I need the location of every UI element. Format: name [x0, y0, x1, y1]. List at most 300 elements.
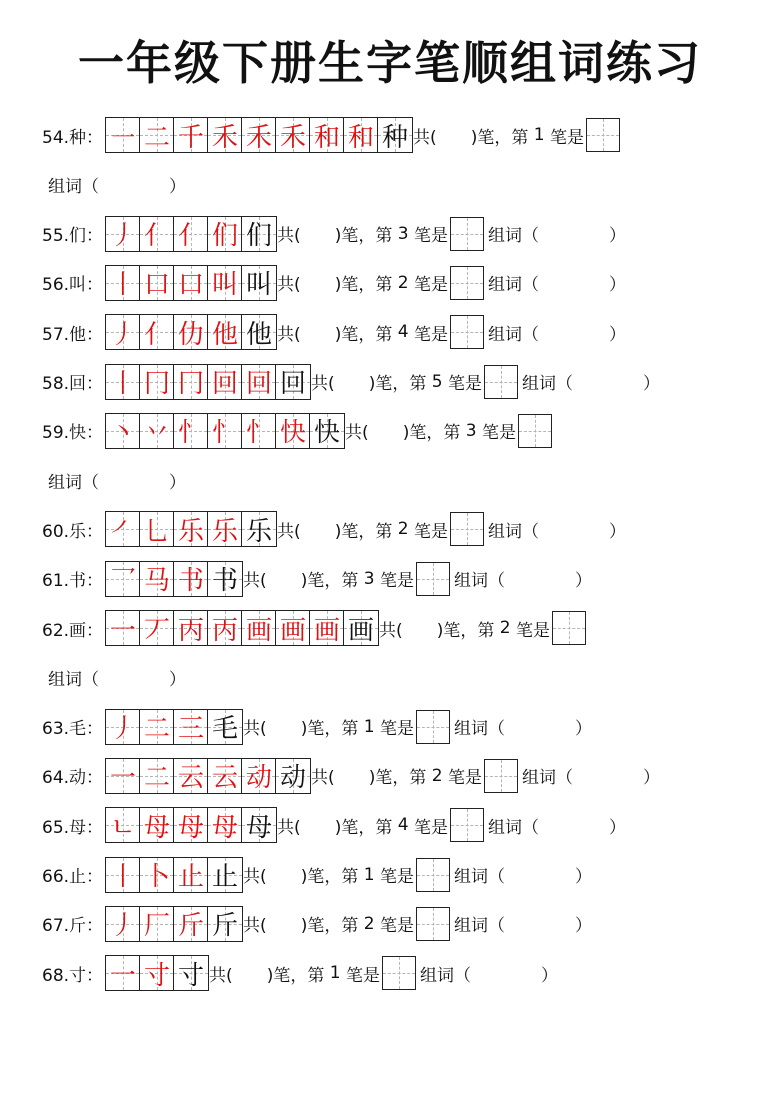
- stroke-step-cell: [242, 512, 276, 546]
- stroke-step-cell: [208, 365, 242, 399]
- stroke-step-glyph: ㄴ: [110, 812, 136, 843]
- stroke-step-cell: [208, 710, 242, 744]
- stroke-order-grid: [105, 955, 209, 991]
- stroke-step-cell: [208, 118, 242, 152]
- total-strokes-label: 共(: [277, 324, 301, 345]
- exercise-row: [42, 265, 626, 301]
- answer-box[interactable]: [484, 759, 518, 793]
- stroke-step-glyph: 口: [144, 270, 171, 300]
- stroke-step-glyph: 丷: [144, 418, 171, 448]
- stroke-step-cell: [140, 512, 174, 546]
- nth-stroke-number: 4: [392, 815, 414, 836]
- stroke-step-cell: [106, 611, 140, 645]
- word-group-label: 组词（: [453, 571, 505, 592]
- stroke-order-grid: [105, 216, 277, 252]
- nth-stroke-number: 2: [392, 272, 414, 293]
- stroke-step-glyph: ㇐: [110, 122, 137, 152]
- stroke-step-cell: [106, 956, 140, 990]
- stroke-step-glyph: 动: [246, 763, 273, 793]
- word-group-close: ）: [574, 867, 592, 887]
- exercise-row: [42, 364, 660, 400]
- stroke-step-cell: [208, 562, 242, 596]
- nth-stroke-number: 1: [528, 125, 550, 145]
- stroke-number-label: )笔，第: [334, 275, 393, 296]
- answer-box[interactable]: [450, 217, 484, 251]
- total-strokes-label: 共(: [243, 571, 267, 592]
- nth-stroke-number: 1: [324, 963, 346, 984]
- stroke-step-glyph: 母: [212, 812, 239, 843]
- stroke-step-cell: [106, 365, 140, 399]
- nth-stroke-label: 笔是: [413, 226, 448, 247]
- stroke-step-cell: [174, 512, 208, 546]
- stroke-step-glyph: 云: [212, 763, 239, 793]
- exercise-row: [42, 807, 626, 843]
- stroke-step-glyph: 毛: [212, 714, 239, 744]
- word-group-label: 组词（: [453, 916, 505, 937]
- total-strokes-label: 共(: [345, 423, 369, 444]
- page-title: 一年级下册生字笔顺组词练习: [78, 36, 702, 90]
- stroke-number-label: )笔，第: [368, 374, 427, 394]
- stroke-step-cell: [242, 759, 276, 793]
- stroke-step-cell: [310, 118, 344, 152]
- total-strokes-label: 共(: [209, 965, 233, 986]
- stroke-step-glyph: 亻: [144, 319, 171, 350]
- stroke-step-glyph: 卜: [144, 862, 171, 892]
- nth-stroke-label: 笔是: [413, 275, 448, 296]
- stroke-step-cell: [106, 710, 140, 744]
- nth-stroke-number: 2: [358, 913, 380, 934]
- stroke-step-cell: [106, 118, 140, 152]
- stroke-step-cell: [106, 512, 140, 546]
- total-strokes-label: 共(: [277, 521, 301, 542]
- stroke-step-cell: [310, 611, 344, 645]
- word-group-label: 组词（: [48, 472, 99, 493]
- answer-box[interactable]: [518, 414, 552, 448]
- stroke-step-cell: [276, 365, 310, 399]
- stroke-step-cell: [140, 315, 174, 349]
- stroke-step-glyph: 马: [144, 566, 171, 596]
- word-group-close: ）: [540, 965, 558, 986]
- stroke-step-glyph: 禾: [212, 122, 239, 152]
- stroke-step-glyph: 丶: [110, 418, 137, 448]
- word-group-label: 组词（: [487, 817, 539, 838]
- stroke-step-cell: [208, 808, 242, 842]
- stroke-step-cell: [174, 759, 208, 793]
- answer-box[interactable]: [586, 118, 620, 152]
- stroke-step-cell: [208, 217, 242, 251]
- stroke-step-cell: [276, 759, 310, 793]
- word-group-close: ）: [574, 719, 592, 740]
- stroke-step-cell: [242, 611, 276, 645]
- stroke-step-cell: [208, 907, 242, 941]
- stroke-step-cell: [208, 414, 242, 448]
- stroke-step-glyph: 母: [246, 812, 273, 843]
- stroke-step-cell: [140, 956, 174, 990]
- word-group-close: ）: [574, 916, 592, 937]
- exercise-row: [42, 117, 624, 153]
- nth-stroke-label: 笔是: [413, 521, 448, 542]
- stroke-step-cell: [140, 808, 174, 842]
- stroke-step-glyph: 和: [348, 122, 375, 152]
- nth-stroke-number: 5: [426, 371, 448, 392]
- stroke-step-cell: [344, 118, 378, 152]
- stroke-step-glyph: 亻: [144, 221, 171, 251]
- word-group-label: 组词（: [487, 226, 539, 247]
- stroke-step-glyph: 寸: [144, 960, 171, 991]
- stroke-step-glyph: 乐: [212, 516, 239, 547]
- stroke-step-glyph: 们: [246, 221, 273, 251]
- character-label: 61.书：: [42, 571, 104, 592]
- stroke-step-cell: [174, 710, 208, 744]
- stroke-step-glyph: 斤: [212, 911, 239, 941]
- stroke-step-glyph: 二: [144, 122, 171, 152]
- stroke-step-glyph: 乛: [110, 566, 137, 596]
- stroke-step-cell: [140, 759, 174, 793]
- stroke-step-cell: [106, 759, 140, 793]
- stroke-step-glyph: 丙: [178, 615, 205, 645]
- stroke-step-glyph: 云: [178, 763, 205, 793]
- stroke-step-glyph: 丨: [110, 270, 137, 300]
- stroke-step-cell: [174, 217, 208, 251]
- stroke-step-cell: [174, 118, 208, 152]
- word-group-label: 组词（: [453, 719, 505, 740]
- stroke-step-cell: [174, 907, 208, 941]
- stroke-step-cell: [106, 315, 140, 349]
- stroke-step-glyph: 丆: [144, 615, 171, 645]
- nth-stroke-label: 笔是: [515, 620, 550, 641]
- word-group-label: 组词（: [48, 176, 99, 197]
- stroke-step-cell: [174, 808, 208, 842]
- nth-stroke-label: 笔是: [379, 867, 414, 887]
- stroke-step-glyph: ㇒: [110, 516, 137, 547]
- character-label: 54.种：: [42, 127, 104, 148]
- stroke-order-grid: [105, 807, 277, 843]
- stroke-step-cell: [174, 414, 208, 448]
- exercise-row: [42, 758, 660, 794]
- stroke-step-glyph: 禾: [280, 122, 307, 152]
- stroke-step-glyph: 禾: [246, 122, 273, 152]
- stroke-step-glyph: 他: [212, 319, 239, 350]
- character-label: 60.乐：: [42, 521, 104, 542]
- stroke-order-grid: [105, 511, 277, 547]
- stroke-step-glyph: 母: [178, 812, 205, 843]
- word-group-label: 组词（: [487, 275, 539, 296]
- nth-stroke-number: 1: [358, 864, 380, 885]
- stroke-step-glyph: 叫: [212, 270, 239, 300]
- character-label: 64.动：: [42, 768, 104, 789]
- stroke-step-glyph: 忄: [178, 418, 205, 448]
- stroke-step-cell: [140, 611, 174, 645]
- stroke-order-grid: [105, 314, 277, 350]
- exercise-row: [42, 511, 626, 547]
- exercise-row: [42, 610, 590, 646]
- character-label: 67.斤：: [42, 916, 104, 937]
- stroke-step-cell: [174, 266, 208, 300]
- stroke-step-glyph: 二: [144, 763, 171, 793]
- stroke-step-cell: [140, 907, 174, 941]
- stroke-step-cell: [140, 858, 174, 892]
- total-strokes-label: 共(: [379, 620, 403, 641]
- stroke-step-cell: [106, 217, 140, 251]
- stroke-step-glyph: 他: [246, 319, 273, 350]
- answer-box[interactable]: [450, 315, 484, 349]
- stroke-step-cell: [174, 315, 208, 349]
- stroke-order-grid: [105, 117, 413, 153]
- stroke-number-label: )笔，第: [334, 817, 393, 838]
- stroke-step-cell: [208, 858, 242, 892]
- stroke-number-label: )笔，第: [266, 965, 325, 986]
- nth-stroke-label: 笔是: [379, 916, 414, 937]
- stroke-step-glyph: 母: [144, 812, 171, 843]
- stroke-step-cell: [242, 118, 276, 152]
- stroke-step-glyph: 丿: [110, 714, 137, 744]
- stroke-step-glyph: 寸: [178, 960, 205, 991]
- nth-stroke-number: 2: [426, 765, 448, 786]
- stroke-step-cell: [140, 562, 174, 596]
- character-label: 62.画：: [42, 620, 104, 641]
- stroke-step-cell: [242, 365, 276, 399]
- nth-stroke-number: 2: [392, 519, 414, 540]
- stroke-step-cell: [106, 562, 140, 596]
- stroke-step-glyph: 止: [178, 862, 205, 892]
- exercise-row: [42, 955, 558, 991]
- total-strokes-label: 共(: [413, 127, 437, 148]
- word-group-close: ）: [608, 275, 626, 296]
- answer-box[interactable]: [416, 858, 450, 892]
- word-group-close: ）: [574, 571, 592, 592]
- stroke-step-glyph: 画: [348, 615, 375, 645]
- stroke-step-glyph: 快: [314, 418, 341, 448]
- stroke-step-cell: [140, 365, 174, 399]
- stroke-number-label: )笔，第: [300, 867, 359, 887]
- stroke-step-glyph: 忄: [212, 418, 239, 448]
- stroke-number-label: )笔，第: [334, 521, 393, 542]
- stroke-step-cell: [310, 414, 344, 448]
- stroke-step-glyph: 快: [280, 418, 307, 448]
- character-label: 66.止：: [42, 867, 104, 887]
- word-group-label: 组词（: [487, 521, 539, 542]
- nth-stroke-label: 笔是: [379, 571, 414, 592]
- stroke-step-glyph: 斤: [178, 911, 205, 941]
- word-group-label: 组词（: [521, 768, 573, 789]
- answer-box[interactable]: [416, 562, 450, 596]
- stroke-step-glyph: 书: [212, 566, 239, 596]
- stroke-step-glyph: 叫: [246, 270, 273, 300]
- stroke-step-glyph: 二: [144, 714, 171, 744]
- stroke-step-cell: [140, 414, 174, 448]
- stroke-step-glyph: 厂: [144, 911, 171, 941]
- nth-stroke-label: 笔是: [345, 965, 380, 986]
- stroke-step-cell: [276, 414, 310, 448]
- exercise-row: [42, 561, 592, 597]
- character-label: 58.回：: [42, 374, 104, 394]
- nth-stroke-label: 笔是: [413, 817, 448, 838]
- stroke-step-cell: [174, 956, 208, 990]
- stroke-step-glyph: 乐: [246, 516, 273, 547]
- stroke-order-grid: [105, 906, 243, 942]
- stroke-step-cell: [276, 118, 310, 152]
- total-strokes-label: 共(: [311, 374, 335, 394]
- stroke-order-grid: [105, 413, 345, 449]
- exercise-row: [42, 709, 592, 745]
- stroke-step-cell: [174, 611, 208, 645]
- word-group-close: ）: [608, 521, 626, 542]
- nth-stroke-number: 4: [392, 322, 414, 343]
- total-strokes-label: 共(: [277, 817, 301, 838]
- answer-box[interactable]: [552, 611, 586, 645]
- word-group-close: ）: [608, 226, 626, 247]
- character-label: 65.母：: [42, 817, 104, 838]
- word-group-row: [48, 659, 186, 695]
- stroke-order-grid: [105, 610, 379, 646]
- word-group-label: 组词（: [521, 374, 573, 394]
- stroke-step-glyph: 丿: [110, 221, 137, 251]
- nth-stroke-label: 笔是: [481, 423, 516, 444]
- stroke-step-cell: [106, 266, 140, 300]
- stroke-number-label: )笔，第: [368, 768, 427, 789]
- character-label: 63.毛：: [42, 719, 104, 740]
- answer-box[interactable]: [450, 808, 484, 842]
- word-group-close: ）: [608, 817, 626, 838]
- stroke-step-cell: [208, 266, 242, 300]
- total-strokes-label: 共(: [277, 226, 301, 247]
- stroke-order-grid: [105, 265, 277, 301]
- word-group-label: 组词（: [453, 867, 505, 887]
- stroke-step-glyph: 三: [178, 714, 205, 744]
- stroke-step-glyph: 口: [178, 270, 205, 300]
- nth-stroke-label: 笔是: [549, 127, 584, 148]
- nth-stroke-label: 笔是: [379, 719, 414, 740]
- stroke-step-glyph: 忄: [246, 418, 273, 448]
- nth-stroke-number: 2: [494, 618, 516, 638]
- stroke-step-glyph: 丿: [110, 319, 137, 350]
- stroke-step-cell: [140, 217, 174, 251]
- stroke-number-label: )笔，第: [334, 226, 393, 247]
- stroke-step-glyph: 丙: [212, 615, 239, 645]
- character-label: 56.叫：: [42, 275, 104, 296]
- nth-stroke-number: 3: [392, 223, 414, 244]
- word-group-close: ）: [169, 669, 186, 690]
- answer-box[interactable]: [450, 512, 484, 546]
- stroke-step-glyph: 一: [110, 763, 137, 793]
- total-strokes-label: 共(: [243, 916, 267, 937]
- answer-box[interactable]: [416, 710, 450, 744]
- word-group-label: 组词（: [419, 965, 471, 986]
- stroke-step-cell: [140, 118, 174, 152]
- stroke-step-glyph: 一: [110, 615, 137, 645]
- stroke-step-glyph: 书: [178, 566, 205, 596]
- word-group-close: ）: [608, 324, 626, 345]
- stroke-step-glyph: 乚: [144, 516, 171, 547]
- answer-box[interactable]: [382, 956, 416, 990]
- nth-stroke-number: 1: [358, 716, 380, 737]
- total-strokes-label: 共(: [311, 768, 335, 789]
- answer-box[interactable]: [484, 365, 518, 399]
- stroke-step-glyph: 画: [314, 615, 341, 645]
- stroke-step-glyph: 冂: [144, 369, 171, 399]
- nth-stroke-label: 笔是: [413, 324, 448, 345]
- stroke-step-glyph: 画: [280, 615, 307, 645]
- stroke-step-cell: [378, 118, 412, 152]
- stroke-step-glyph: 画: [246, 615, 273, 645]
- stroke-order-grid: [105, 364, 311, 400]
- stroke-step-glyph: 乐: [178, 516, 205, 547]
- stroke-step-glyph: 丿: [110, 911, 137, 941]
- total-strokes-label: 共(: [243, 719, 267, 740]
- total-strokes-label: 共(: [243, 867, 267, 887]
- stroke-step-glyph: 回: [280, 369, 307, 399]
- stroke-step-cell: [242, 808, 276, 842]
- nth-stroke-label: 笔是: [447, 768, 482, 789]
- answer-box[interactable]: [450, 266, 484, 300]
- stroke-step-glyph: 亻: [178, 221, 205, 251]
- stroke-step-cell: [106, 808, 140, 842]
- stroke-number-label: )笔，第: [300, 916, 359, 937]
- word-group-row: [48, 462, 186, 498]
- answer-box[interactable]: [416, 907, 450, 941]
- exercise-row: [42, 857, 592, 893]
- nth-stroke-label: 笔是: [447, 374, 482, 394]
- stroke-step-cell: [140, 266, 174, 300]
- stroke-step-cell: [242, 217, 276, 251]
- stroke-step-glyph: 千: [178, 122, 205, 152]
- word-group-row: [48, 166, 186, 202]
- stroke-step-cell: [344, 611, 378, 645]
- stroke-order-grid: [105, 758, 311, 794]
- stroke-order-grid: [105, 709, 243, 745]
- word-group-label: 组词（: [48, 669, 99, 690]
- word-group-close: ）: [642, 374, 660, 394]
- exercise-row: [42, 314, 626, 350]
- stroke-step-cell: [242, 414, 276, 448]
- word-group-close: ）: [169, 176, 186, 197]
- stroke-step-glyph: 一: [110, 960, 137, 991]
- stroke-step-cell: [140, 710, 174, 744]
- stroke-step-glyph: 和: [314, 122, 341, 152]
- stroke-step-cell: [106, 858, 140, 892]
- character-label: 57.他：: [42, 324, 104, 345]
- stroke-step-glyph: 们: [212, 221, 239, 251]
- nth-stroke-number: 3: [460, 420, 482, 441]
- stroke-step-cell: [174, 858, 208, 892]
- stroke-number-label: )笔，第: [300, 571, 359, 592]
- character-label: 59.快：: [42, 423, 104, 444]
- stroke-number-label: )笔，第: [334, 324, 393, 345]
- stroke-step-glyph: 丨: [110, 862, 137, 892]
- stroke-step-cell: [174, 365, 208, 399]
- exercise-row: [42, 413, 556, 449]
- stroke-step-cell: [106, 414, 140, 448]
- total-strokes-label: 共(: [277, 275, 301, 296]
- stroke-step-glyph: 回: [246, 369, 273, 399]
- stroke-step-glyph: 动: [280, 763, 307, 793]
- stroke-step-cell: [208, 611, 242, 645]
- stroke-step-cell: [106, 907, 140, 941]
- stroke-order-grid: [105, 857, 243, 893]
- stroke-step-cell: [276, 611, 310, 645]
- stroke-step-glyph: 回: [212, 369, 239, 399]
- stroke-order-grid: [105, 561, 243, 597]
- nth-stroke-number: 3: [358, 568, 380, 589]
- stroke-step-glyph: 仂: [178, 319, 205, 350]
- character-label: 55.们：: [42, 226, 104, 247]
- stroke-step-glyph: 止: [212, 862, 239, 892]
- stroke-step-cell: [208, 512, 242, 546]
- character-label: 68.寸：: [42, 965, 104, 986]
- stroke-step-cell: [208, 759, 242, 793]
- word-group-label: 组词（: [487, 324, 539, 345]
- stroke-number-label: )笔，第: [402, 423, 461, 444]
